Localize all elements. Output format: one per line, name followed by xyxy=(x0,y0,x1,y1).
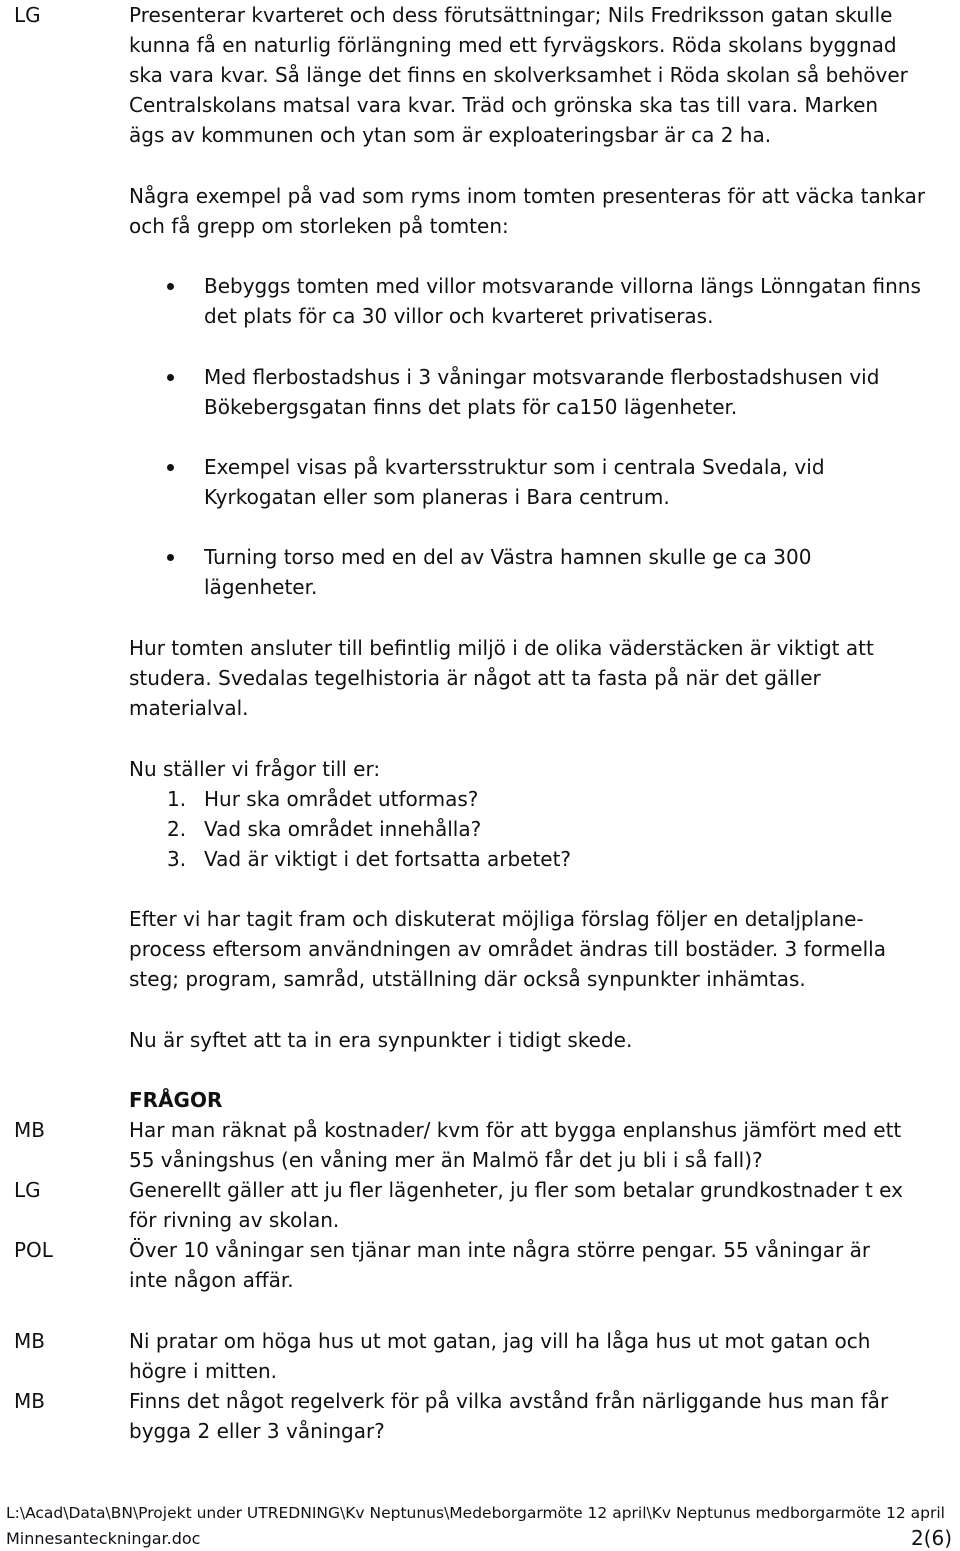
bullet-line: det plats för ca 30 villor och kvarteret privatiseras. xyxy=(204,304,714,328)
context-line: studera. Svedalas tegelhistoria är något att ta fasta på när det gäller xyxy=(129,666,821,690)
speaker-label: MB xyxy=(14,1389,45,1413)
bullet-line: Bebyggs tomten med villor motsvarande villorna längs Lönngatan finns xyxy=(204,274,921,298)
bullet-line: Med flerbostadshus i 3 våningar motsvarande flerbostadshusen vid xyxy=(204,365,880,389)
question-text: Vad är viktigt i det fortsatta arbetet? xyxy=(204,847,572,871)
process-line: steg; program, samråd, utställning där också synpunkter inhämtas. xyxy=(129,967,806,991)
page-number: 2(6) xyxy=(910,1526,952,1550)
speaker-label: LG xyxy=(14,1178,41,1202)
bullet-line: Turning torso med en del av Västra hamnen skulle ge ca 300 xyxy=(204,545,812,569)
question-text: Vad ska området innehålla? xyxy=(204,817,482,841)
speaker-label: MB xyxy=(14,1329,45,1353)
bullet-line: Bökebergsgatan finns det plats för ca150 lägenheter. xyxy=(204,395,738,419)
intro-line: ägs av kommunen och ytan som är exploateringsbar är ca 2 ha. xyxy=(129,123,772,147)
purpose-line: Nu är syftet att ta in era synpunkter i tidigt skede. xyxy=(129,1028,633,1052)
intro-line: ska vara kvar. Så länge det finns en skolverksamhet i Röda skolan så behöver xyxy=(129,63,908,87)
answer-line: Generellt gäller att ju fler lägenheter, ju fler som betalar grundkostnader t ex xyxy=(129,1178,903,1202)
bullet-dot xyxy=(167,283,174,290)
intro-line: Presenterar kvarteret och dess förutsättningar; Nils Fredriksson gatan skulle xyxy=(129,3,893,27)
bullet-dot xyxy=(167,374,174,381)
question-line: Har man räknat på kostnader/ kvm för att bygga enplanshus jämfört med ett xyxy=(129,1118,902,1142)
question-line: bygga 2 eller 3 våningar? xyxy=(129,1419,385,1443)
question-number: 3. xyxy=(167,847,187,871)
bullet-dot xyxy=(167,464,174,471)
process-line: process eftersom användningen av området ändras till bostäder. 3 formella xyxy=(129,937,886,961)
question-line: 55 våningshus (en våning mer än Malmö får det ju bli i så fall)? xyxy=(129,1148,763,1172)
bullet-line: Kyrkogatan eller som planeras i Bara centrum. xyxy=(204,485,670,509)
question-number: 2. xyxy=(167,817,187,841)
bullet-line: Exempel visas på kvartersstruktur som i centrala Svedala, vid xyxy=(204,455,825,479)
context-line: materialval. xyxy=(129,696,249,720)
speaker-label: POL xyxy=(14,1238,53,1262)
bullet-line: lägenheter. xyxy=(204,575,318,599)
speaker-label: MB xyxy=(14,1118,45,1142)
examples-intro-line: och få grepp om storleken på tomten: xyxy=(129,214,509,238)
question-number: 1. xyxy=(167,787,187,811)
examples-intro-line: Några exempel på vad som ryms inom tomten presenteras för att väcka tankar xyxy=(129,184,926,208)
speaker-label: LG xyxy=(14,3,41,27)
intro-line: kunna få en naturlig förlängning med ett fyrvägskors. Röda skolans byggnad xyxy=(129,33,897,57)
bullet-dot xyxy=(167,554,174,561)
answer-line: Över 10 våningar sen tjänar man inte några större pengar. 55 våningar är xyxy=(129,1238,871,1262)
section-title: FRÅGOR xyxy=(129,1088,223,1112)
process-line: Efter vi har tagit fram och diskuterat möjliga förslag följer en detaljplane- xyxy=(129,907,864,931)
footer-file-name: Minnesanteckningar.doc xyxy=(6,1529,201,1548)
footer-file-path: L:\Acad\Data\BN\Projekt under UTREDNING\Kv Neptunus\Medeborgarmöte 12 april\Kv Neptunus medborgarmöte 12 april xyxy=(6,1504,945,1522)
answer-line: inte någon affär. xyxy=(129,1268,294,1292)
question-line: Finns det något regelverk för på vilka avstånd från närliggande hus man får xyxy=(129,1389,889,1413)
context-line: Hur tomten ansluter till befintlig miljö i de olika väderstäcken är viktigt att xyxy=(129,636,874,660)
question-line: Ni pratar om höga hus ut mot gatan, jag vill ha låga hus ut mot gatan och xyxy=(129,1329,871,1353)
intro-line: Centralskolans matsal vara kvar. Träd och grönska ska tas till vara. Marken xyxy=(129,93,879,117)
question-line: högre i mitten. xyxy=(129,1359,278,1383)
answer-line: för rivning av skolan. xyxy=(129,1208,340,1232)
question-text: Hur ska området utformas? xyxy=(204,787,479,811)
questions-intro: Nu ställer vi frågor till er: xyxy=(129,757,381,781)
